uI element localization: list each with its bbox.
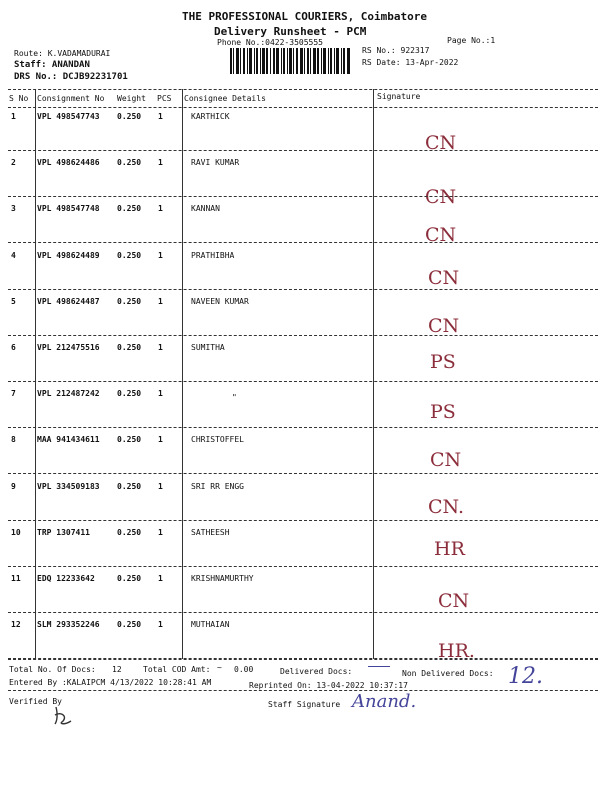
row-consignment-number: VPL 212487242 — [37, 389, 100, 399]
row-consignee: MUTHAIAN — [191, 620, 230, 630]
row-pcs: 1 — [158, 389, 163, 399]
row-sno: 5 — [11, 296, 16, 306]
divider — [8, 89, 598, 90]
row-consignment-number: TRP 1307411 — [37, 527, 90, 537]
row-consignee: KRISHNAMURTHY — [191, 574, 254, 583]
row-sno: 9 — [11, 481, 16, 491]
row-sno: 8 — [11, 435, 16, 445]
row-pcs: 1 — [158, 343, 163, 352]
divider — [8, 690, 598, 691]
row-divider — [8, 335, 598, 336]
column-header-signature: Signature — [377, 92, 421, 101]
row-sno: 2 — [11, 158, 16, 168]
row-consignee: KARTHICK — [191, 112, 230, 121]
row-consignment-number: MAA 941434611 — [37, 435, 100, 445]
rs-number: RS No.: 922317 — [362, 46, 430, 55]
row-consignee: " — [232, 393, 237, 403]
column-rule — [35, 89, 36, 659]
row-consignee: KANNAN — [191, 204, 220, 214]
verifier-signature — [52, 703, 74, 727]
row-sno: 7 — [11, 389, 16, 399]
divider — [8, 659, 598, 660]
row-sno: 1 — [11, 112, 16, 121]
row-weight: 0.250 — [117, 574, 142, 583]
column-header-weight: Weight — [117, 94, 146, 103]
row-consignment-number: VPL 498547743 — [37, 112, 100, 121]
row-consignment-number: VPL 212475516 — [37, 343, 100, 352]
row-signature: CN — [428, 266, 460, 289]
staff: Staff: ANANDAN — [14, 60, 90, 70]
route: Route: K.VADAMADURAI — [14, 49, 111, 58]
column-header-sno: S No — [9, 94, 29, 103]
row-signature: HR. — [438, 640, 475, 663]
document-title: Delivery Runsheet - PCM — [214, 25, 367, 38]
row-pcs: 1 — [158, 620, 163, 630]
row-divider — [8, 242, 598, 243]
total-cod-label: Total COD Amt: — [143, 665, 211, 674]
row-pcs: 1 — [158, 481, 163, 491]
phone-number: Phone No.:0422-3505555 — [217, 38, 323, 47]
row-weight: 0.250 — [117, 620, 142, 630]
row-signature: CN — [425, 186, 457, 209]
row-divider — [8, 427, 598, 428]
row-weight: 0.250 — [117, 527, 142, 537]
column-rule — [182, 89, 183, 659]
row-pcs: 1 — [158, 204, 163, 214]
row-weight: 0.250 — [117, 204, 142, 214]
row-pcs: 1 — [158, 158, 163, 168]
staff-signature: Anand. — [352, 691, 417, 712]
row-signature: CN — [425, 132, 457, 154]
row-weight: 0.250 — [117, 158, 142, 168]
row-pcs: 1 — [158, 112, 163, 121]
non-delivered-docs-label: Non Delivered Docs: — [402, 669, 494, 678]
row-consignee: SATHEESH — [191, 527, 230, 537]
row-consignee: SRI RR ENGG — [191, 481, 244, 491]
row-consignment-number: VPL 498624489 — [37, 250, 100, 260]
row-consignment-number: VPL 498624487 — [37, 296, 100, 306]
row-weight: 0.250 — [117, 296, 142, 306]
row-consignment-number: VPL 334509183 — [37, 481, 100, 491]
column-header-consignee: Consignee Details — [184, 94, 266, 103]
row-divider — [8, 196, 598, 197]
row-divider — [8, 612, 598, 613]
row-sno: 12 — [11, 620, 21, 630]
total-docs-label: Total No. Of Docs: — [9, 665, 96, 674]
dash-mark: ~ — [217, 663, 222, 672]
row-divider — [8, 289, 598, 290]
row-pcs: 1 — [158, 296, 163, 306]
page-number: Page No.:1 — [447, 36, 496, 45]
row-divider — [8, 381, 598, 382]
row-divider — [8, 566, 598, 567]
row-divider — [8, 150, 598, 151]
column-rule — [373, 89, 374, 659]
total-docs-value: 12 — [112, 665, 122, 674]
row-signature: CN — [425, 224, 457, 247]
reprinted-on: Reprinted On: 13-04-2022 10:37:17 — [249, 681, 408, 690]
row-consignee: NAVEEN KUMAR — [191, 296, 249, 306]
total-cod-value: 0.00 — [234, 665, 254, 674]
row-consignment-number: VPL 498624486 — [37, 158, 100, 168]
row-signature: CN. — [428, 495, 464, 518]
row-pcs: 1 — [158, 250, 163, 260]
row-signature: HR — [434, 537, 465, 560]
row-weight: 0.250 — [117, 481, 142, 491]
row-consignee: PRATHIBHA — [191, 250, 235, 260]
row-signature: PS — [430, 351, 456, 373]
staff-signature-label: Staff Signature — [268, 700, 341, 709]
row-pcs: 1 — [158, 435, 163, 445]
row-signature: CN — [438, 590, 470, 612]
verified-by-label: Verified By — [9, 697, 62, 706]
row-sno: 11 — [11, 574, 21, 583]
row-weight: 0.250 — [117, 343, 142, 352]
drs-number: DRS No.: DCJB92231701 — [14, 72, 128, 82]
row-sno: 10 — [11, 527, 21, 537]
row-weight: 0.250 — [117, 435, 142, 445]
row-consignment-number: SLM 293352246 — [37, 620, 100, 630]
row-weight: 0.250 — [117, 389, 142, 399]
row-signature: PS — [430, 401, 456, 424]
delivered-docs-mark — [368, 666, 390, 667]
divider — [8, 107, 598, 108]
non-delivered-docs-value: 12. — [508, 664, 543, 689]
row-sno: 3 — [11, 204, 16, 214]
row-consignee: RAVI KUMAR — [191, 158, 240, 168]
row-signature: CN — [430, 449, 462, 472]
row-pcs: 1 — [158, 574, 163, 583]
row-pcs: 1 — [158, 527, 163, 537]
company-name: THE PROFESSIONAL COURIERS, Coimbatore — [182, 10, 428, 23]
column-header-consignment: Consignment No — [37, 94, 105, 103]
row-divider — [8, 520, 598, 521]
row-weight: 0.250 — [117, 112, 142, 121]
row-sno: 4 — [11, 250, 16, 260]
entered-by: Entered By :KALAIPCM 4/13/2022 10:28:41 AM — [9, 678, 212, 687]
row-consignment-number: EDQ 12233642 — [37, 574, 95, 583]
column-header-pcs: PCS — [157, 94, 172, 103]
row-weight: 0.250 — [117, 250, 142, 260]
delivered-docs-label: Delivered Docs: — [280, 667, 353, 676]
row-consignee: SUMITHA — [191, 343, 225, 352]
row-divider — [8, 473, 598, 474]
barcode — [230, 48, 350, 74]
row-consignment-number: VPL 498547748 — [37, 204, 100, 214]
row-signature: CN — [428, 314, 460, 337]
row-consignee: CHRISTOFFEL — [191, 435, 244, 445]
row-sno: 6 — [11, 343, 16, 352]
rs-date: RS Date: 13-Apr-2022 — [362, 58, 459, 67]
